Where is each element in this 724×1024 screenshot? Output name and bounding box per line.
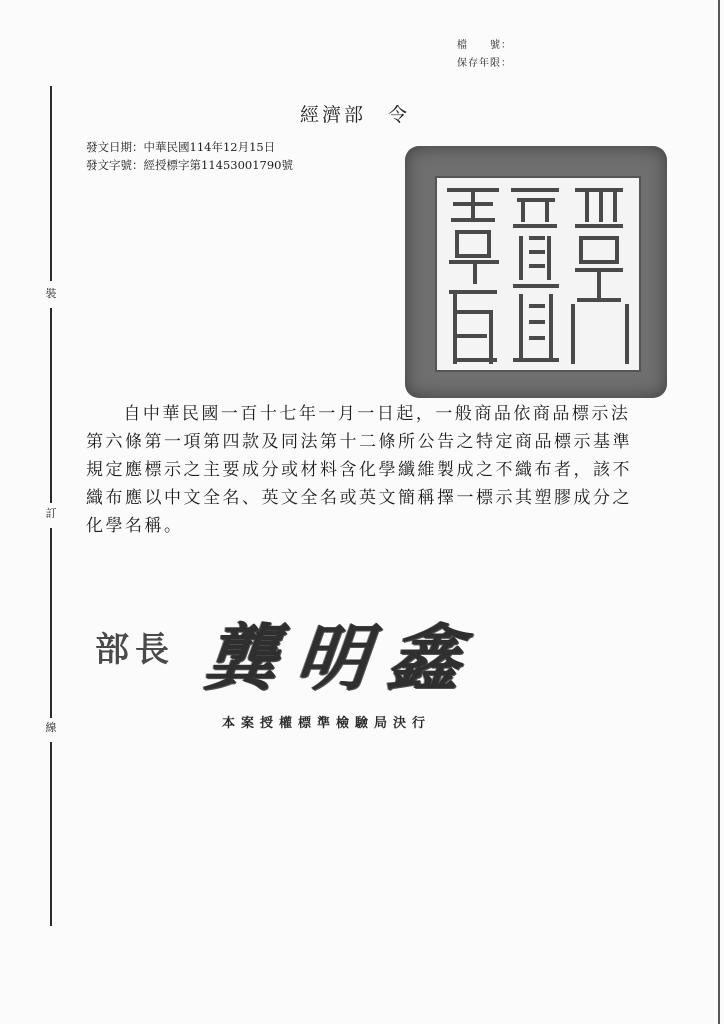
official-seal xyxy=(405,146,667,398)
seal-script-glyphs xyxy=(405,146,667,398)
issue-date-value: 中華民國114年12月15日 xyxy=(143,140,276,154)
minister-title: 部長 xyxy=(95,630,175,670)
issue-date-label: 發文日期： xyxy=(86,140,144,154)
binding-margin xyxy=(40,86,62,926)
authorization-note: 本案授權標準檢驗局決行 xyxy=(222,716,432,731)
binding-char-xian: 線 xyxy=(45,721,57,734)
order-body xyxy=(86,400,646,540)
retention-period-label: 保存年限： xyxy=(457,58,512,69)
issue-info xyxy=(86,138,293,174)
file-number-label: 檔 號： xyxy=(457,40,512,51)
binding-char-ding: 訂 xyxy=(45,507,57,520)
reference-number-value: 經授標字第11453001790號 xyxy=(143,158,293,172)
file-meta xyxy=(457,37,512,73)
binding-char-zhuang: 裝 xyxy=(45,287,57,300)
binding-line-segment xyxy=(50,742,52,926)
binding-line-segment xyxy=(50,308,52,503)
minister-signature: 龔明鑫 xyxy=(199,615,485,700)
binding-line-segment xyxy=(50,528,52,718)
scan-edge-line xyxy=(718,0,720,1024)
reference-number-label: 發文字號： xyxy=(86,158,144,172)
reference-number-row xyxy=(86,156,293,174)
binding-line-segment xyxy=(50,86,52,281)
document-title: 經濟部 令 xyxy=(300,104,411,126)
order-paragraph: 自中華民國一百十七年一月一日起，一般商品依商品標示法第六條第一項第四款及同法第十二條所公告之特定商品標示基準規定應標示之主要成分或材料含化學纖維製成之不織布者，該不織布應以中文全名、英文全名或英文簡稱擇一標示其塑膠成分之化學名稱。 xyxy=(86,404,632,536)
issue-date-row xyxy=(86,138,293,156)
